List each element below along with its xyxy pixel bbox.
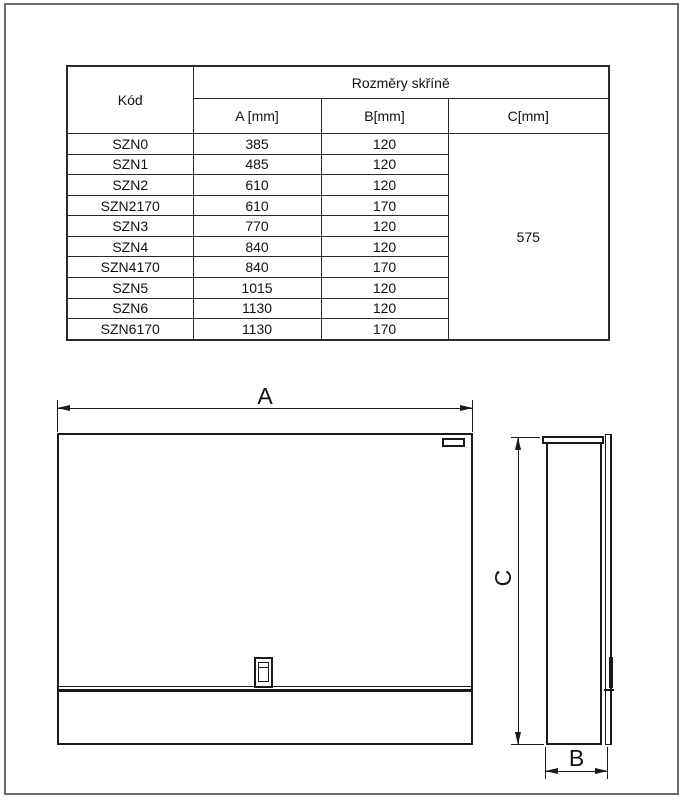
door-lock-slot <box>259 667 268 668</box>
cell-code: SZN2 <box>67 175 193 196</box>
cell-a: 610 <box>193 175 321 196</box>
cell-b: 120 <box>321 216 448 237</box>
column-header-c: C[mm] <box>448 99 609 134</box>
dim-c-arrow-bottom-icon <box>515 732 521 745</box>
dim-b-label: B <box>568 745 585 771</box>
cell-code: SZN5 <box>67 278 193 299</box>
cell-code: SZN2170 <box>67 195 193 216</box>
side-view-body <box>546 442 602 745</box>
dim-c-label: C <box>490 569 516 587</box>
cell-code: SZN4 <box>67 236 193 257</box>
front-view-outline <box>57 433 473 745</box>
cell-b: 170 <box>321 319 448 340</box>
cell-b: 170 <box>321 195 448 216</box>
door-lock-inner <box>258 662 269 682</box>
cell-b: 120 <box>321 134 448 155</box>
cell-c-merged: 575 <box>448 134 609 341</box>
cell-a: 840 <box>193 236 321 257</box>
cell-code: SZN6170 <box>67 319 193 340</box>
side-view-door-panel <box>605 434 612 745</box>
cell-code: SZN6 <box>67 298 193 319</box>
cabinet-dimensions-table <box>66 65 610 341</box>
table-row <box>67 134 609 155</box>
dim-a-label: A <box>257 383 273 409</box>
cell-a: 1130 <box>193 319 321 340</box>
cell-code: SZN3 <box>67 216 193 237</box>
table-group-header: Rozměry skříně <box>193 66 609 99</box>
column-header-code: Kód <box>67 66 193 134</box>
column-header-a: A [mm] <box>193 99 321 134</box>
cell-a: 610 <box>193 195 321 216</box>
cell-b: 120 <box>321 278 448 299</box>
side-view-lock-handle <box>609 657 613 688</box>
nameplate-rectangle <box>442 438 465 447</box>
door-lock <box>254 657 273 688</box>
cell-a: 770 <box>193 216 321 237</box>
cell-a: 840 <box>193 257 321 278</box>
cell-b: 120 <box>321 175 448 196</box>
cell-a: 485 <box>193 154 321 175</box>
side-view-lock-tick <box>604 689 614 691</box>
cell-code: SZN1 <box>67 154 193 175</box>
dim-c-arrow-top-icon <box>515 437 521 450</box>
cell-code: SZN4170 <box>67 257 193 278</box>
cell-a: 385 <box>193 134 321 155</box>
column-header-b: B[mm] <box>321 99 448 134</box>
cell-b: 170 <box>321 257 448 278</box>
cell-a: 1015 <box>193 278 321 299</box>
cell-b: 120 <box>321 236 448 257</box>
cell-b: 120 <box>321 298 448 319</box>
dim-c-line <box>518 437 519 745</box>
cell-b: 120 <box>321 154 448 175</box>
front-base-divider <box>58 689 472 692</box>
cell-a: 1130 <box>193 298 321 319</box>
cell-code: SZN0 <box>67 134 193 155</box>
